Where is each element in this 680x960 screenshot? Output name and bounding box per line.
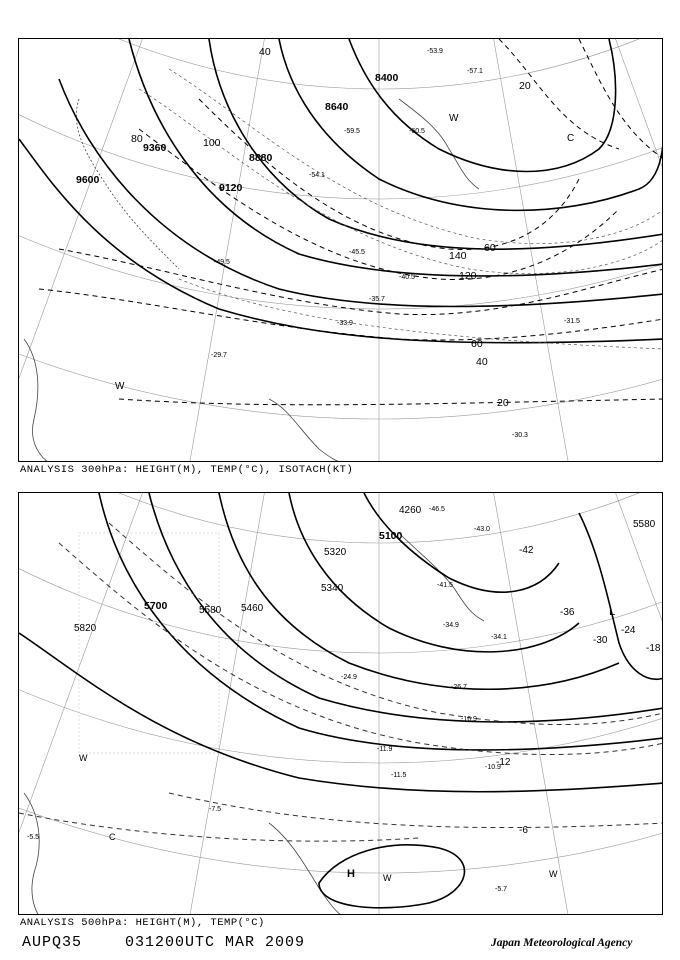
temp-label: -6	[519, 825, 528, 836]
map-panel-500hpa	[18, 492, 663, 915]
map-500hpa-canvas	[19, 493, 663, 915]
pressure-center: W	[549, 869, 558, 879]
longitude-line	[153, 39, 275, 462]
isotach-label: 80	[131, 133, 143, 145]
height-label: 8640	[325, 101, 349, 113]
isotach-label: 20	[519, 80, 531, 92]
station-value: -11.5	[391, 772, 407, 779]
station-value: -30.3	[512, 432, 528, 439]
height-contours	[19, 39, 663, 343]
map-panel-300hpa	[18, 38, 663, 462]
station-value: -46.5	[429, 506, 445, 513]
temp-label: -24	[621, 625, 636, 636]
map-300hpa-canvas	[19, 39, 663, 462]
longitude-line	[584, 39, 663, 462]
station-value: -53.9	[427, 48, 443, 55]
pressure-center: C	[109, 832, 116, 842]
pressure-center: W	[449, 113, 459, 124]
height-label: 9360	[143, 142, 167, 154]
station-value: -35.7	[369, 296, 385, 303]
station-value: -45.5	[349, 249, 365, 256]
station-value: -29.7	[211, 352, 227, 359]
pressure-center: W	[79, 753, 88, 763]
chart-id: AUPQ35	[22, 934, 83, 951]
station-value: -34.9	[443, 622, 459, 629]
temp-label: -36	[560, 607, 575, 618]
station-value: -16.9	[461, 716, 477, 723]
temp-label: -12	[496, 757, 511, 768]
isotach-label: 100	[203, 137, 221, 149]
latitude-line	[19, 39, 663, 309]
latitude-line	[19, 39, 663, 419]
coastline	[24, 533, 484, 915]
height-label: 8880	[249, 152, 273, 164]
longitude-line	[19, 493, 79, 915]
latitude-line	[19, 39, 663, 89]
isotach-label: 40	[476, 356, 488, 368]
latitude-line	[19, 493, 663, 763]
temperature-lines	[139, 69, 663, 349]
height-label: 4260	[399, 505, 422, 516]
station-value: -26.7	[451, 684, 467, 691]
station-value: -31.5	[564, 318, 580, 325]
pressure-center: C	[567, 133, 575, 144]
station-value: -43.0	[474, 526, 490, 533]
height-label: 5320	[324, 547, 347, 558]
height-label: 5100	[379, 530, 403, 542]
longitude-line	[19, 493, 174, 915]
agency-name: Japan Meteorological Agency	[491, 937, 633, 949]
station-value: -41.5	[437, 582, 453, 589]
station-value: -60.5	[409, 128, 425, 135]
panel-caption: ANALYSIS 300hPa: HEIGHT(M), TEMP(°C), ISOTACH(KT)	[20, 464, 354, 476]
station-value: -5.5	[27, 834, 40, 841]
station-value: -10.9	[485, 764, 501, 771]
pressure-center: W	[383, 873, 392, 883]
latitude-line	[19, 493, 663, 653]
height-label: 8400	[375, 72, 399, 84]
longitude-line	[19, 39, 79, 462]
isotach-label: 120	[459, 270, 477, 282]
temperature-lines	[19, 523, 663, 841]
isotach-label: 60	[471, 338, 483, 350]
height-label: 9600	[76, 174, 100, 186]
height-label: 5340	[321, 583, 344, 594]
temp-label: -30	[593, 635, 608, 646]
station-value: -54.1	[309, 172, 325, 179]
station-value: -7.5	[209, 806, 222, 813]
isotach-label: 40	[259, 46, 271, 58]
pressure-center: W	[115, 381, 125, 392]
height-label: 5580	[199, 605, 222, 616]
temp-label: -18	[646, 643, 661, 654]
height-label: 5820	[74, 623, 97, 634]
height-label: 5700	[144, 600, 168, 612]
pressure-center: L	[609, 606, 616, 618]
latitude-line	[19, 39, 663, 199]
height-label: 5580	[633, 519, 656, 530]
station-value: -33.9	[337, 320, 353, 327]
hatched-area	[79, 533, 219, 753]
station-value: -40.5	[399, 274, 415, 281]
station-value: -34.1	[491, 634, 507, 641]
isotach-lines	[39, 39, 663, 405]
latitude-line	[19, 493, 663, 543]
height-label: 9120	[219, 182, 243, 194]
isotach-label: 140	[449, 250, 467, 262]
station-value: -5.7	[495, 886, 508, 893]
pressure-center: H	[347, 868, 355, 880]
station-value: -49.5	[214, 259, 230, 266]
station-value: -57.1	[467, 68, 483, 75]
valid-time: 031200UTC MAR 2009	[125, 934, 306, 951]
station-value: -24.9	[341, 674, 357, 681]
height-label: 5460	[241, 603, 264, 614]
isotach-label: 60	[484, 242, 496, 254]
temp-label: -42	[519, 545, 534, 556]
station-value: -59.5	[344, 128, 360, 135]
station-value: -11.9	[377, 746, 393, 753]
panel-caption: ANALYSIS 500hPa: HEIGHT(M), TEMP(°C)	[20, 917, 265, 929]
isotach-label: 20	[497, 397, 509, 409]
